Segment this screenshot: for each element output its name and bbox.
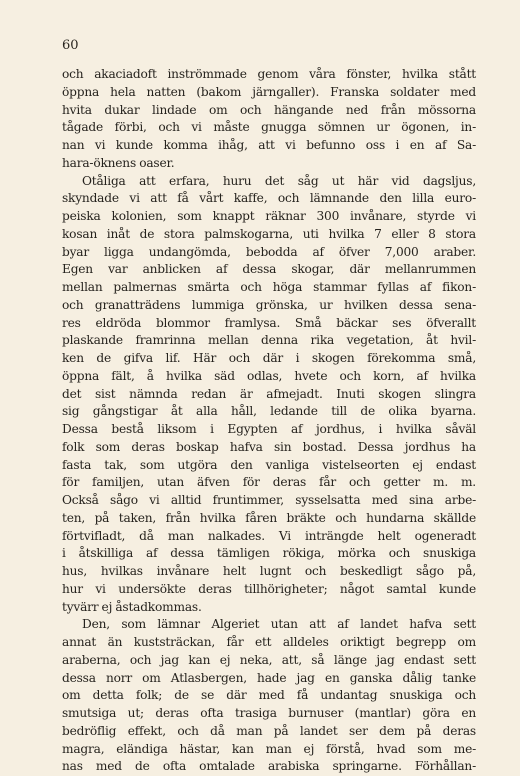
text-line: kosan inåt de stora palmskogarna, uti hvilka 7 eller 8 stora bbox=[62, 226, 476, 241]
text-line: nan vi kunde komma ihåg, att vi befunno oss i en af Sa- bbox=[62, 138, 476, 152]
text-line: Den, som lämnar Algeriet utan att af landet hafva sett bbox=[82, 617, 476, 632]
text-line: tyvärr ej åstadkommas. bbox=[62, 599, 202, 614]
body-text bbox=[62, 66, 476, 776]
text-line: sig gångstigar åt alla håll, ledande till de olika byarna. bbox=[62, 404, 476, 419]
text-line: annat än kuststräckan, får ett alldeles oriktigt begrepp om bbox=[62, 635, 476, 649]
text-line: magra, eländiga hästar, kan man ej förstå, hvad som me- bbox=[62, 741, 476, 756]
text-line: smutsiga ut; deras ofta trasiga burnuser (mantlar) göra en bbox=[62, 706, 476, 720]
text-line: i åtskilliga af dessa tämligen rökiga, mörka och snuskiga bbox=[62, 546, 476, 561]
text-line: peiska kolonien, som knappt räknar 300 invånare, styrde vi bbox=[62, 209, 476, 223]
text-line: bedröflig effekt, och då man på landet ser dem på deras bbox=[62, 723, 476, 738]
text-line: fasta tak, som utgöra den vanliga vistelseorten ej endast bbox=[62, 457, 476, 472]
text-line: ken de gifva lif. Här och där i skogen förekomma små, bbox=[62, 351, 476, 365]
text-line: Också sågo vi alltid fruntimmer, sysselsatta med sina arbe- bbox=[62, 493, 476, 507]
text-line: och akaciadoft inströmmade genom våra fönster, hvilka stått bbox=[62, 67, 476, 81]
text-line: för familjen, utan äfven för deras får och getter m. m. bbox=[62, 475, 476, 490]
text-line: och granatträdens lummiga grönska, ur hvilken dessa sena- bbox=[62, 297, 476, 312]
text-line: Dessa bestå liksom i Egypten af jordhus, i hvilka såväl bbox=[62, 422, 476, 436]
text-line: dessa norr om Atlasbergen, hade jag en ganska dålig tanke bbox=[62, 670, 476, 685]
text-line: tågade förbi, och vi måste gnugga sömnen ur ögonen, in- bbox=[62, 120, 476, 135]
text-line: hur vi undersökte deras tillhörigheter; något samtal kunde bbox=[62, 581, 476, 596]
text-line: hus, hvilkas invånare helt lugnt och beskedligt sågo på, bbox=[62, 564, 476, 578]
text-line: araberna, och jag kan ej neka, att, så länge jag endast sett bbox=[62, 652, 476, 667]
text-line: hara-öknens oaser. bbox=[62, 155, 175, 170]
text-line: skyndade vi att få vårt kaffe, och lämnande den lilla euro- bbox=[62, 191, 476, 206]
text-line: förtvifladt, då man nalkades. Vi inträngde helt ogeneradt bbox=[62, 528, 476, 543]
text-line: ten, på taken, från hvilka fåren bräkte och hundarna skällde bbox=[62, 510, 476, 525]
text-line: nas med de ofta omtalade arabiska springarne. Förhållan- bbox=[62, 759, 476, 774]
text-line: byar ligga undangömda, bebodda af öfver 7,000 araber. bbox=[62, 244, 476, 259]
text-line: Egen var anblicken af dessa skogar, där mellanrummen bbox=[62, 262, 476, 277]
text-line: folk som deras boskap hafva sin bostad. Dessa jordhus ha bbox=[62, 439, 476, 454]
text-line: om detta folk; de se där med få undantag snuskiga och bbox=[62, 688, 476, 703]
text-line: res eldröda blommor framlysa. Små bäckar ses öfverallt bbox=[62, 315, 476, 330]
text-line: öppna fält, å hvilka säd odlas, hvete och korn, af hvilka bbox=[62, 368, 476, 383]
text-line: mellan palmernas smärta och höga stammar fyllas af fikon- bbox=[62, 280, 476, 294]
text-line: Otåliga att erfara, huru det såg ut här vid dagsljus, bbox=[82, 173, 476, 188]
text-line: öppna hela natten (bakom järngaller). Franska soldater med bbox=[62, 84, 476, 99]
text-line: hvita dukar lindade om och hängande ned från mössorna bbox=[62, 102, 476, 117]
page-number: 60 bbox=[62, 38, 79, 53]
text-line: plaskande framrinna mellan denna rika vegetation, åt hvil- bbox=[62, 333, 476, 348]
text-line: det sist nämnda redan är afmejadt. Inuti skogen slingra bbox=[62, 386, 476, 401]
